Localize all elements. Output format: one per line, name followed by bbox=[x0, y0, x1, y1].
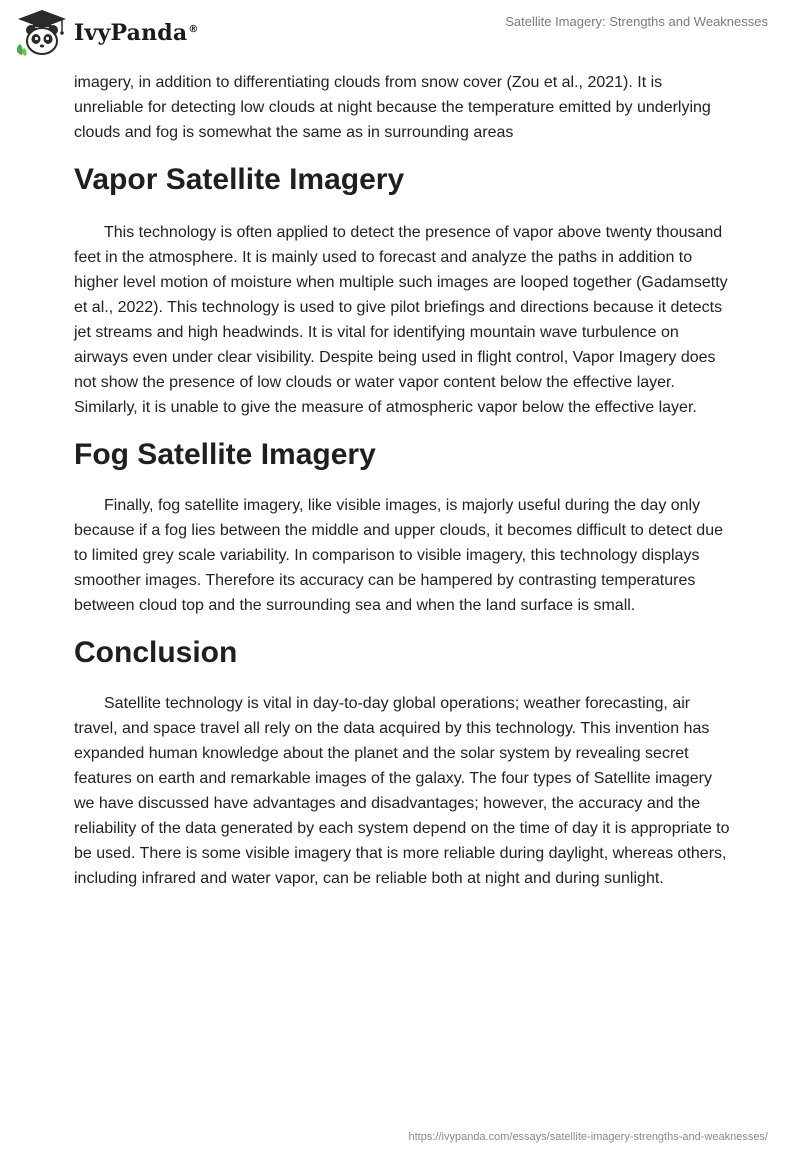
essay-body bbox=[74, 70, 734, 891]
conclusion-paragraph: Satellite technology is vital in day-to-day global operations; weather forecasting, air travel, and space travel all rely on the data acquired by this technology. This invention has expanded human knowledge about the planet and the solar system by revealing secret features on earth and remarkable images of the galaxy. The four types of Satellite imagery we have discussed have advantages and disadvantages; however, the accuracy and the reliability of the data generated by each system depend on the time of day it is appropriate to be used. There is some visible imagery that is more reliable during daylight, whereas others, including infrared and water vapor, can be reliable both at night and during sunlight. bbox=[74, 695, 730, 887]
fog-paragraph: Finally, fog satellite imagery, like visible images, is majorly useful during the day only because if a fog lies between the middle and upper clouds, it becomes difficult to detect due to limited grey scale variability. In comparison to visible imagery, this technology displays smoother images. Therefore its accuracy can be hampered by contrasting temperatures between cloud top and the surrounding sea and when the land surface is small. bbox=[74, 497, 723, 614]
page-header bbox=[0, 0, 800, 68]
brand-name: IvyPanda® bbox=[74, 20, 199, 46]
conclusion-heading: Conclusion bbox=[74, 636, 238, 669]
ivypanda-logo[interactable] bbox=[14, 8, 199, 58]
panda-graduate-icon bbox=[14, 8, 70, 58]
document-title: Satellite Imagery: Strengths and Weaknesses bbox=[505, 14, 768, 29]
intro-paragraph: imagery, in addition to differentiating clouds from snow cover (Zou et al., 2021). It is unreliable for detecting low clouds at night because the temperature emitted by underlying clouds and fog is somewhat the same as in surrounding areas bbox=[74, 74, 711, 141]
vapor-paragraph: This technology is often applied to detect the presence of vapor above twenty thousand feet in the atmosphere. It is mainly used to forecast and analyze the paths in addition to higher level motion of moisture when multiple such images are looped together (Gadamsetty et al., 2022). This technology is used to give pilot briefings and directions because it detects jet streams and high headwinds. It is vital for identifying mountain wave turbulence on airways even under clear visibility. Despite being used in flight control, Vapor Imagery does not show the presence of low clouds or water vapor content below the effective layer. Similarly, it is unable to give the measure of atmospheric vapor below the effective layer. bbox=[74, 224, 728, 416]
fog-heading: Fog Satellite Imagery bbox=[74, 438, 376, 471]
source-url[interactable]: https://ivypanda.com/essays/satellite-imagery-strengths-and-weaknesses/ bbox=[408, 1131, 768, 1143]
vapor-heading: Vapor Satellite Imagery bbox=[74, 163, 405, 196]
